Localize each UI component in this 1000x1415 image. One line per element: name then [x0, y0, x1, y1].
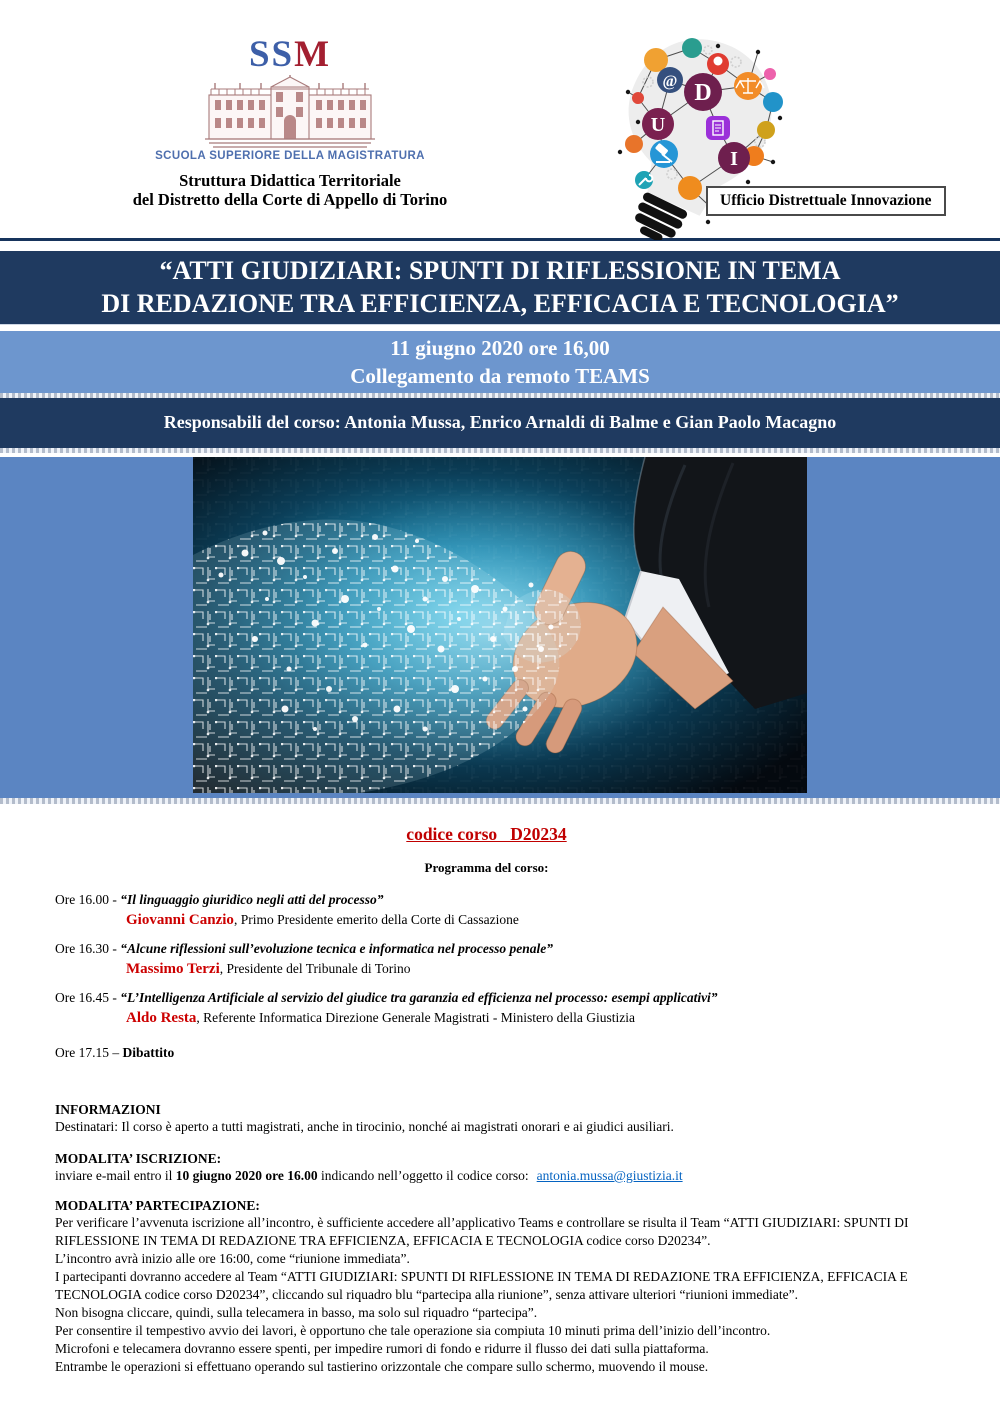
- iscrizione-deadline: 10 giugno 2020 ore 16.00: [175, 1168, 318, 1183]
- red-node: [632, 92, 644, 104]
- document-icon: [706, 116, 730, 140]
- session-speaker: Giovanni Canzio: [126, 912, 234, 928]
- info-heading: INFORMAZIONI: [55, 1102, 161, 1117]
- iscrizione-pre: inviare e-mail entro il: [55, 1168, 176, 1183]
- udi-office-label-box: [706, 186, 946, 216]
- teal-node: [682, 38, 702, 58]
- letter-i: I: [730, 148, 738, 170]
- course-title-line-2: DI REDAZIONE TRA EFFICIENZA, EFFICACIA E TECNOLOGIA”: [101, 289, 899, 318]
- gavel-icon: [650, 140, 678, 168]
- map-pin-icon: [707, 53, 729, 75]
- orange-node-3: [625, 135, 643, 153]
- partecipazione-line: L’incontro avrà inizio alle ore 16:00, come “riunione immediata”.: [55, 1251, 410, 1266]
- partecipazione-line: I partecipanti dovranno accedere al Team “ATTI GIUDIZIARI: SPUNTI DI RIFLESSIONE IN TEMA DI REDAZIONE TRA EFFICIENZA, EFFICACIA E TECNOLOGIA codice corso D20234”, cliccando sul riquadro blu “partecipa alla riunione”, senza attivare ulteriori “riunioni immediate”.: [55, 1269, 908, 1302]
- email-link[interactable]: antonia.mussa@giustizia.it: [536, 1168, 683, 1183]
- wrench-icon: [635, 171, 653, 189]
- svg-text:@: @: [662, 73, 678, 90]
- session-title: “L’Intelligenza Artificiale al servizio del giudice tra garanzia ed efficienza nel processo: esempi applicativi”: [120, 990, 718, 1005]
- program-heading: Programma del corso:: [424, 860, 549, 875]
- divider-hatch-3: [0, 798, 1000, 804]
- partecipazione-line: Non bisogna cliccare, quindi, sulla telecamera in basso, ma solo sul riquadro “partecipa”.: [55, 1305, 538, 1320]
- pink-node: [764, 68, 776, 80]
- iscrizione-heading: MODALITA’ ISCRIZIONE:: [55, 1151, 222, 1166]
- session-title: “Alcune riflessioni sull’evoluzione tecnica e informatica nel processo penale”: [120, 941, 553, 956]
- partecipazione-line: Per consentire il tempestivo avvio dei lavori, è opportuno che tale operazione sia compiuta 10 minuti prima dell’inizio dell’incontro.: [55, 1323, 771, 1338]
- ssm-logo-ss: SS: [248, 34, 295, 75]
- partecipazione-line: Microfoni e telecamera dovranno essere spenti, per impedire rumori di fondo e ridurre il flusso dei dati sulla piattaforma.: [55, 1341, 709, 1356]
- image-band: [0, 457, 1000, 798]
- udi-logo-block: [598, 26, 990, 232]
- ssm-logo-m: M: [294, 34, 332, 75]
- org-line-2: del Distretto della Corte di Appello di Torino: [132, 190, 448, 209]
- at-icon: [657, 67, 683, 93]
- session-title: “Il linguaggio giuridico negli atti del processo”: [120, 892, 384, 907]
- udi-office-label: Ufficio Distrettuale Innovazione: [720, 192, 932, 209]
- divider-gap: [0, 241, 1000, 251]
- title-banner: [0, 251, 1000, 324]
- content: [0, 824, 1000, 1376]
- session-time: Ore 16.00 -: [55, 892, 117, 907]
- course-datetime: 11 giugno 2020 ore 16,00: [390, 336, 610, 360]
- course-code: [55, 824, 918, 845]
- gold-node: [757, 121, 775, 139]
- orange-node-4: [678, 176, 702, 200]
- program-session-3: [55, 990, 958, 1026]
- session-speaker-role: , Referente Informatica Direzione Generale Magistrati - Ministero della Giustizia: [196, 1010, 635, 1025]
- ssm-building-illustration: [195, 75, 385, 149]
- program-schedule: [55, 892, 958, 1026]
- course-title-line-1: “ATTI GIUDIZIARI: SPUNTI DI RIFLESSIONE IN TEMA: [159, 256, 841, 285]
- session-speaker: Massimo Terzi: [126, 961, 220, 977]
- program-session-2: [55, 941, 958, 977]
- debate-row: [55, 1045, 958, 1061]
- letter-u: U: [650, 114, 666, 136]
- handshake-image: [193, 457, 807, 793]
- iscrizione-post: indicando nell’oggetto il codice corso:: [317, 1168, 529, 1183]
- ssm-caption: SCUOLA SUPERIORE DELLA MAGISTRATURA: [155, 150, 425, 162]
- divider-hatch-2: [0, 448, 1000, 453]
- program-session-1: [55, 892, 958, 928]
- date-banner: [0, 331, 1000, 393]
- session-time: Ore 16.45 -: [55, 990, 117, 1005]
- letter-d: D: [694, 80, 712, 106]
- debate-label: Dibattito: [122, 1045, 175, 1060]
- debate-time: Ore 17.15 –: [55, 1045, 120, 1060]
- course-responsabili: Responsabili del corso: Antonia Mussa, Enrico Arnaldi di Balme e Gian Paolo Macagno: [163, 412, 837, 432]
- session-time: Ore 16.30 -: [55, 941, 117, 956]
- partecipazione-line: Per verificare l’avvenuta iscrizione all’incontro, è sufficiente accedere all’applicativo Teams e controllare se risulta il Team “ATTI GIUDIZIARI: SPUNTI DI RIFLESSIONE IN TEMA DI REDAZIONE TRA EFFICIENZA, EFFICACIA E TECNOLOGIA codice corso D20234”.: [55, 1215, 909, 1248]
- session-speaker-role: , Primo Presidente emerito della Corte di Cassazione: [233, 912, 519, 927]
- org-name: [118, 171, 462, 209]
- responsible-banner: [0, 398, 1000, 448]
- session-speaker-role: , Presidente del Tribunale di Torino: [219, 961, 411, 976]
- blue-node: [763, 92, 783, 112]
- header: [0, 0, 1000, 238]
- course-platform: Collegamento da remoto TEAMS: [350, 364, 650, 388]
- divider-gap-2: [0, 324, 1000, 331]
- ssm-logo-block: [118, 36, 462, 209]
- iscrizione-body: [55, 1167, 958, 1185]
- course-code-text: codice corso D20234: [406, 824, 567, 844]
- partecipazione-heading: MODALITA’ PARTECIPAZIONE:: [55, 1198, 260, 1213]
- org-line-1: Struttura Didattica Territoriale: [179, 171, 401, 190]
- info-body: Destinatari: Il corso è aperto a tutti magistrati, anche in tirocinio, nonché ai magistrati onorari e ai giudici ausiliari.: [55, 1119, 674, 1134]
- partecipazione-line: Entrambe le operazioni si effettuano operando sul tastierino orizzontale che compare sullo schermo, muovendo il mouse.: [55, 1359, 709, 1374]
- ssm-logo-text: [118, 36, 462, 73]
- session-speaker: Aldo Resta: [126, 1010, 197, 1026]
